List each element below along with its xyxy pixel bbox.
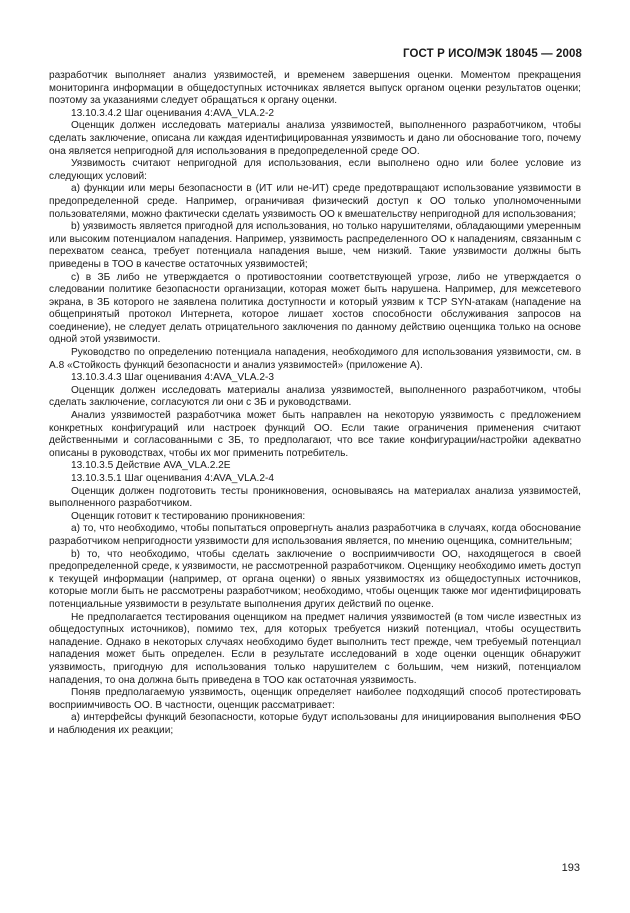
page-number: 193	[561, 862, 580, 874]
paragraph: Оценщик должен исследовать материалы анализа уязвимостей, выполненного разработчиком, чтобы сделать заключение, описана ли каждая идентифицированная уязвимость и дано ли обоснование того, почему она является непригодной для использования в предопределенной среде ОО.	[49, 120, 581, 157]
paragraph: Уязвимость считают непригодной для использования, если выполнено одно или более условие из следующих условий:	[49, 158, 581, 182]
paragraph: Оценщик готовит к тестированию проникновения:	[71, 510, 306, 522]
list-item: b) то, что необходимо, чтобы сделать заключение о восприимчивости ОО, находящегося в своей предопределенной среде, к уязвимости, не рассмотренной разработчиком. Оценщику необходимо иметь доступ к текущей информации (например, от органа оценки) о явных уязвимостях из общедоступных источников, которые могли быть не рассмотрены разработчиком; необходимо, чтобы оценщик также мог идентифицировать потенциальные уязвимости в результате выполнения других действий по оценке.	[49, 548, 581, 610]
section-heading: 13.10.3.5 Действие AVA_VLA.2.2E	[71, 460, 231, 472]
paragraph: Анализ уязвимостей разработчика может быть направлен на некоторую уязвимость с предложением конкретных конфигураций или настроек функций ОО. Если такие ограничения применения считают действенными и согласованными с ЗБ, то предполагают, что все такие конфигурации/настройки адекватно описаны в руководствах, чтобы их мог применить потребитель.	[49, 410, 581, 459]
list-item: а) интерфейсы функций безопасности, которые будут использованы для инициирования выполнения ФБО и наблюдения их реакции;	[49, 712, 581, 736]
page-header-title: ГОСТ Р ИСО/МЭК 18045 — 2008	[403, 48, 582, 60]
paragraph: разработчик выполняет анализ уязвимостей, и временем завершения оценки. Моментом прекращения мониторинга информации в общедоступных источниках является выпуск органом оценки результатов оценки; поэтому за указаниями следует обращаться к органу оценки.	[49, 70, 581, 107]
list-item: а) то, что необходимо, чтобы попытаться опровергнуть анализ разработчика в случаях, когда обоснование разработчиком непригодности уязвимости для использования является, по мнению оценщика, сомнительным;	[49, 523, 581, 547]
paragraph: Поняв предполагаемую уязвимость, оценщик определяет наиболее подходящий способ протестировать восприимчивость ОО. В частности, оценщик рассматривает:	[49, 687, 581, 711]
list-item: b) уязвимость является пригодной для использования, но только нарушителями, обладающими умеренным или высоким потенциалом нападения. Например, уязвимость распределенного ОО к нападениям, связанным с перехватом сеанса, требует потенциала нападения выше, чем низкий. Такие уязвимости должны быть приведены в ТОО в качестве остаточных уязвимостей;	[49, 221, 581, 270]
section-heading: 13.10.3.5.1 Шаг оценивания 4:AVA_VLA.2-4	[71, 473, 274, 484]
paragraph: Не предполагается тестирования оценщиком на предмет наличия уязвимостей (в том числе известных из общедоступных источников), помимо тех, для которых требуется низкий потенциал, чтобы осуществить нападение. Однако в некоторых случаях необходимо будет выполнить тест прежде, чем требуемый потенциал нападения может быть определен. Если в результате исследований в ходе оценки оценщик обнаружит уязвимость, пригодную для использования только нарушителем с большим, чем низкий, потенциалом нападения, то она должна быть приведена в ТОО как остаточная уязвимость.	[49, 611, 581, 686]
paragraph: Оценщик должен подготовить тесты проникновения, основываясь на материалах анализа уязвимостей, выполненного разработчиком.	[49, 485, 581, 510]
section-heading: 13.10.3.4.2 Шаг оценивания 4:AVA_VLA.2-2	[71, 107, 274, 119]
list-item: с) в ЗБ либо не утверждается о противостоянии соответствующей угрозе, либо не утверждается о следовании политике безопасности организации, которая может быть нарушена. Например, для межсетевого экрана, в ЗБ которого не заявлена политика доступности и который уязвим к TCP SYN-атакам (нападение на общепринятый протокол Интернета, которое лишает хостов способности обслуживания запросов на соединение), не следует делать отрицательного заключения по данному действию оценщика только на основе одной этой уязвимости.	[49, 271, 581, 346]
document-body	[49, 70, 581, 737]
paragraph: Руководство по определению потенциала нападения, необходимого для использования уязвимости, см. в А.8 «Стойкость функций безопасности и анализ уязвимостей» (приложение А).	[49, 347, 581, 371]
section-heading: 13.10.3.4.3 Шаг оценивания 4:AVA_VLA.2-3	[71, 372, 274, 384]
paragraph: Оценщик должен исследовать материалы анализа уязвимостей, выполненного разработчиком, чтобы сделать заключение, согласуются ли они с ЗБ и руководствами.	[49, 384, 581, 409]
list-item: а) функции или меры безопасности в (ИТ или не-ИТ) среде предотвращают использование уязвимости в предопределенной среде. Например, ограничивая физический доступ к ОО только уполномоченными пользователями, можно фактически сделать уязвимость ОО к вмешательству непригодной для использования;	[49, 183, 581, 220]
